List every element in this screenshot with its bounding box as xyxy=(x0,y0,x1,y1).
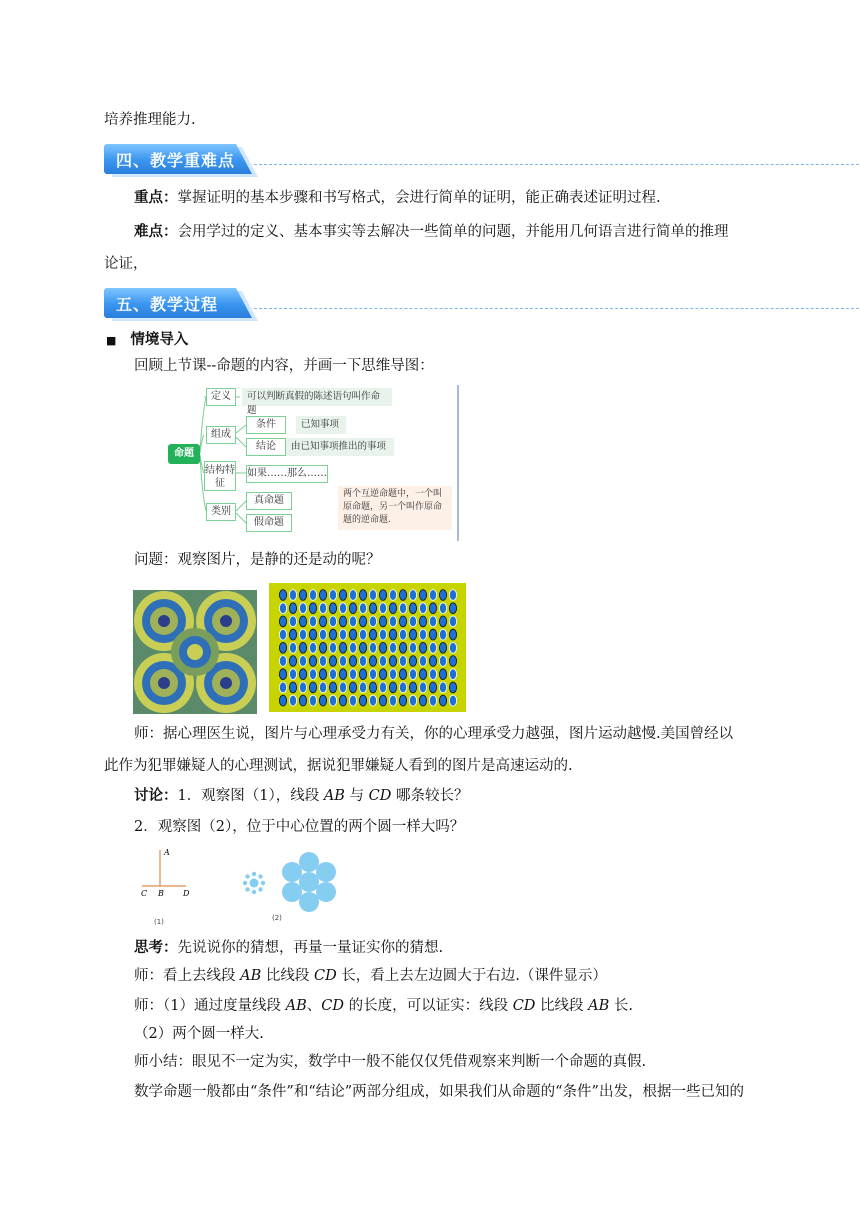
illusion-ellipse xyxy=(289,629,296,640)
illusion-ellipse xyxy=(419,590,426,601)
illusion-ellipse xyxy=(399,656,406,667)
illusion-ellipse xyxy=(299,616,306,627)
think-text xyxy=(134,938,443,958)
illusion-ellipse xyxy=(399,629,406,640)
illusion-ellipse xyxy=(429,603,436,614)
teacher-text-1-cont: 此作为犯罪嫌疑人的心理测试，据说犯罪嫌疑人看到的图片是高速运动的. xyxy=(104,758,573,774)
illusion-ellipse xyxy=(379,669,386,680)
illusion-ellipse xyxy=(439,616,446,627)
illusion-ellipse xyxy=(429,590,436,601)
ellipse-grid-illusion-image xyxy=(269,583,466,712)
illusion-ellipse xyxy=(409,603,416,614)
illusion-ellipse xyxy=(339,695,346,706)
illusion-ellipse xyxy=(389,629,396,640)
illusion-ellipse xyxy=(329,642,336,653)
illusion-ellipse xyxy=(359,695,366,706)
segment-ab: AB xyxy=(285,998,307,1014)
illusion-ellipse xyxy=(289,682,296,693)
illusion-ellipse xyxy=(429,695,436,706)
illusion-ellipse xyxy=(399,642,406,653)
mm-definition-content: 可以判断真假的陈述语句叫作命题 xyxy=(242,388,392,406)
segment-cd: CD xyxy=(512,998,536,1014)
illusion-ellipse xyxy=(329,695,336,706)
illusion-ellipse xyxy=(349,682,356,693)
illusion-ellipse xyxy=(329,590,336,601)
illusion-ellipse xyxy=(359,669,366,680)
illusion-ellipse xyxy=(319,669,326,680)
illusion-ellipse xyxy=(319,629,326,640)
illusion-ellipse xyxy=(289,590,296,601)
illusion-ellipse xyxy=(399,616,406,627)
illusion-ellipse xyxy=(299,695,306,706)
subsection-heading xyxy=(106,330,188,351)
divider xyxy=(254,308,860,309)
illusion-ellipse xyxy=(319,656,326,667)
illusion-ellipse xyxy=(419,682,426,693)
teacher-text-3 xyxy=(134,996,633,1016)
illusion-ellipse xyxy=(409,642,416,653)
illusion-ellipse xyxy=(339,616,346,627)
illusion-ellipse xyxy=(279,590,286,601)
label-c: C xyxy=(141,889,148,898)
difficult-point xyxy=(134,222,729,242)
illusion-ellipse xyxy=(439,669,446,680)
illusion-ellipse xyxy=(419,669,426,680)
teacher-text-1: 师：据心理医生说，图片与心理承受力有关，你的心理承受力越强，图片运动越慢.美国曾经以 xyxy=(134,726,734,742)
section-heading-5 xyxy=(104,288,794,320)
illusion-ellipse xyxy=(389,603,396,614)
key-point-label: 重点： xyxy=(134,190,178,206)
illusion-ellipse xyxy=(279,695,286,706)
mm-condition: 条件 xyxy=(246,416,286,434)
section-title: 四、教学重难点 xyxy=(116,151,236,170)
segment-cd: CD xyxy=(313,968,337,984)
illusion-ellipse xyxy=(409,656,416,667)
segment-ab: AB xyxy=(240,968,262,984)
illusion-ellipse xyxy=(299,656,306,667)
mm-conclusion: 结论 xyxy=(246,438,286,456)
illusion-ellipse xyxy=(449,682,456,693)
mm-false-prop: 假命题 xyxy=(246,514,292,532)
intro-text-line: 培养推理能力. xyxy=(104,112,196,128)
subsection-title: 情境导入 xyxy=(130,332,189,348)
illusion-ellipse xyxy=(399,695,406,706)
question-text: 问题：观察图片，是静的还是动的呢？ xyxy=(134,552,381,568)
text: 哪条较长？ xyxy=(391,788,469,804)
mind-map xyxy=(162,385,462,541)
segment-cd: CD xyxy=(321,998,344,1014)
figures-1-2 xyxy=(134,844,344,926)
illusion-ellipse xyxy=(309,603,316,614)
illusion-ellipse xyxy=(369,590,376,601)
illusion-ellipse xyxy=(299,642,306,653)
illusion-ellipse xyxy=(449,695,456,706)
bullet-icon: ■ xyxy=(106,334,117,347)
illusion-ellipse xyxy=(379,603,386,614)
illusion-ellipse xyxy=(429,682,436,693)
think-label: 思考： xyxy=(134,940,178,956)
text: 的长度，可以证实：线段 xyxy=(343,998,513,1014)
illusion-ellipse xyxy=(289,669,296,680)
teacher-text-2 xyxy=(134,966,607,986)
mm-condition-desc: 已知事项 xyxy=(296,416,346,434)
illusion-ellipse xyxy=(349,642,356,653)
text: 比线段 xyxy=(261,968,314,984)
illusion-ellipse xyxy=(429,629,436,640)
illusion-ellipse xyxy=(439,656,446,667)
text: 长. xyxy=(609,998,633,1014)
illusion-ellipse xyxy=(309,590,316,601)
illusion-ellipse xyxy=(409,669,416,680)
illusion-ellipse xyxy=(309,656,316,667)
illusion-ellipse xyxy=(419,656,426,667)
illusion-ellipse xyxy=(289,616,296,627)
mm-structure-content: 如果……那么…… xyxy=(246,465,328,483)
illusion-ellipse xyxy=(419,695,426,706)
illusion-ellipse xyxy=(379,656,386,667)
illusion-ellipse xyxy=(319,682,326,693)
text: 师：看上去线段 xyxy=(134,968,241,984)
text: 1．观察图（1），线段 xyxy=(177,788,324,804)
mm-true-prop: 真命题 xyxy=(246,492,292,510)
illusion-ellipse xyxy=(349,656,356,667)
review-text: 回顾上节课--命题的内容，并画一下思维导图： xyxy=(134,358,434,374)
illusion-ellipse xyxy=(279,616,286,627)
discussion-item-2: 2．观察图（2），位于中心位置的两个圆一样大吗？ xyxy=(134,819,465,835)
illusion-ellipse xyxy=(299,590,306,601)
illusion-ellipse xyxy=(329,603,336,614)
illusion-ellipse xyxy=(389,590,396,601)
illusion-ellipse xyxy=(389,669,396,680)
mind-map-root: 命题 xyxy=(168,444,200,464)
illusion-ellipse xyxy=(399,603,406,614)
illusion-ellipse xyxy=(329,616,336,627)
illusion-ellipse xyxy=(389,695,396,706)
illusion-ellipse xyxy=(439,682,446,693)
illusion-ellipse xyxy=(369,695,376,706)
illusion-ellipse xyxy=(429,669,436,680)
section-heading-4 xyxy=(104,144,794,176)
illusion-ellipse xyxy=(359,656,366,667)
illusion-ellipse xyxy=(309,629,316,640)
illusion-ellipse xyxy=(369,642,376,653)
illusion-ellipse xyxy=(439,695,446,706)
illusion-ellipse xyxy=(439,629,446,640)
illusion-ellipse xyxy=(279,642,286,653)
illusion-ellipse xyxy=(439,603,446,614)
illusion-ellipse xyxy=(359,629,366,640)
illusion-ellipse xyxy=(329,656,336,667)
illusion-ellipse xyxy=(389,682,396,693)
illusion-ellipse xyxy=(379,590,386,601)
think-content: 先说说你的猜想，再量一量证实你的猜想. xyxy=(177,940,444,956)
illusion-ellipse xyxy=(349,603,356,614)
illusion-ellipse xyxy=(409,590,416,601)
large-circles-figure xyxy=(282,852,336,912)
illusion-ellipse xyxy=(339,656,346,667)
illusion-ellipse xyxy=(279,629,286,640)
illusion-ellipse xyxy=(439,642,446,653)
illusion-ellipse xyxy=(319,695,326,706)
illusion-ellipse xyxy=(449,603,456,614)
illusion-ellipse xyxy=(419,629,426,640)
illusion-ellipse xyxy=(299,669,306,680)
body-text-last: 数学命题一般都由“条件”和“结论”两部分组成，如果我们从命题的“条件”出发，根据一些已知的 xyxy=(134,1084,744,1100)
rotating-snakes-illusion-image xyxy=(133,590,257,714)
illusion-ellipse xyxy=(309,642,316,653)
illusion-ellipse xyxy=(379,682,386,693)
illusion-ellipse xyxy=(379,629,386,640)
mm-composition-label: 组成 xyxy=(206,426,236,444)
illusion-ellipse xyxy=(339,603,346,614)
key-point xyxy=(134,188,661,208)
illusion-ellipse xyxy=(339,590,346,601)
label-b: B xyxy=(158,889,164,898)
illusion-ellipse xyxy=(379,616,386,627)
illusion-ellipse xyxy=(379,642,386,653)
illusion-ellipse xyxy=(359,616,366,627)
mm-conclusion-desc: 由已知事项推出的事项 xyxy=(286,438,394,456)
illusion-ellipse xyxy=(339,642,346,653)
segment-ab: AB xyxy=(323,788,345,804)
illusion-ellipse xyxy=(449,656,456,667)
segment-ab: AB xyxy=(588,998,610,1014)
figure2-caption: (2) xyxy=(272,914,282,922)
divider xyxy=(254,164,860,165)
illusion-ellipse xyxy=(299,603,306,614)
illusion-ellipse xyxy=(309,682,316,693)
section-title: 五、教学过程 xyxy=(116,295,219,314)
teacher-text-4: （2）两个圆一样大. xyxy=(134,1026,264,1042)
illusion-ellipse xyxy=(429,642,436,653)
illusion-ellipse xyxy=(369,616,376,627)
small-circles-figure xyxy=(243,872,265,894)
illusion-ellipse xyxy=(339,682,346,693)
illusion-ellipse xyxy=(359,590,366,601)
illusion-ellipse xyxy=(449,616,456,627)
discussion-item-1 xyxy=(134,786,469,806)
illusion-ellipse xyxy=(369,682,376,693)
illusion-ellipse xyxy=(349,590,356,601)
illusion-ellipse xyxy=(429,616,436,627)
illusion-ellipse xyxy=(349,616,356,627)
illusion-ellipse xyxy=(429,656,436,667)
illusion-ellipse xyxy=(349,669,356,680)
illusion-ellipse xyxy=(319,616,326,627)
difficult-point-label: 难点： xyxy=(134,224,178,240)
illusion-ellipse xyxy=(389,616,396,627)
illusion-ellipse xyxy=(289,642,296,653)
illusion-ellipse xyxy=(289,603,296,614)
mm-definition-label: 定义 xyxy=(206,388,236,406)
figure1-caption: (1) xyxy=(154,918,164,926)
illusion-ellipse xyxy=(319,603,326,614)
illusion-ellipse xyxy=(409,616,416,627)
text: 比线段 xyxy=(535,998,589,1014)
illusion-ellipse xyxy=(419,616,426,627)
illusion-ellipse xyxy=(349,629,356,640)
difficult-point-text: 会用学过的定义、基本事实等去解决一些简单的问题，并能用几何语言进行简单的推理 xyxy=(177,224,729,240)
illusion-ellipse xyxy=(449,629,456,640)
text: 与 xyxy=(344,788,369,804)
illusion-ellipse xyxy=(289,656,296,667)
segment-cd: CD xyxy=(368,788,392,804)
illusion-ellipse xyxy=(359,682,366,693)
teacher-summary: 师小结：眼见不一定为实，数学中一般不能仅仅凭借观察来判断一个命题的真假. xyxy=(134,1054,647,1070)
text: 长，看上去左边圆大于右边.（课件显示） xyxy=(336,968,607,984)
illusion-ellipse xyxy=(409,682,416,693)
illusion-ellipse xyxy=(319,642,326,653)
text: 师：（1）通过度量线段 xyxy=(134,998,286,1014)
key-point-text: 掌握证明的基本步骤和书写格式，会进行简单的证明，能正确表述证明过程. xyxy=(177,190,661,206)
illusion-ellipse xyxy=(309,695,316,706)
illusion-ellipse xyxy=(389,656,396,667)
illusion-ellipse xyxy=(289,695,296,706)
illusion-ellipse xyxy=(279,669,286,680)
illusion-ellipse xyxy=(359,603,366,614)
illusion-ellipse xyxy=(409,629,416,640)
illusion-ellipse xyxy=(339,629,346,640)
illusion-ellipse xyxy=(389,642,396,653)
text: 、 xyxy=(306,998,322,1014)
illusion-ellipse xyxy=(369,669,376,680)
illusion-ellipse xyxy=(379,695,386,706)
label-d: D xyxy=(183,889,190,898)
illusion-ellipse xyxy=(329,682,336,693)
illusion-ellipse xyxy=(279,656,286,667)
illusion-ellipse xyxy=(439,590,446,601)
discussion-label: 讨论： xyxy=(134,788,178,804)
illusion-ellipse xyxy=(419,642,426,653)
mm-category-note: 两个互逆命题中，一个叫原命题，另一个叫作原命题的逆命题. xyxy=(338,486,452,530)
illusion-ellipse xyxy=(299,682,306,693)
illusion-ellipse xyxy=(279,682,286,693)
illusion-ellipse xyxy=(449,642,456,653)
illusion-ellipse xyxy=(369,629,376,640)
label-a: A xyxy=(164,848,170,857)
illusion-ellipse xyxy=(319,590,326,601)
illusion-ellipse xyxy=(399,669,406,680)
illusion-ellipse xyxy=(409,695,416,706)
illusion-ellipse xyxy=(359,642,366,653)
illusion-ellipse xyxy=(309,616,316,627)
mm-category-label: 类别 xyxy=(206,503,236,521)
mm-structure-label: 结构特征 xyxy=(204,461,236,491)
illusion-ellipse xyxy=(449,590,456,601)
illusion-ellipse xyxy=(279,603,286,614)
illusion-ellipse xyxy=(349,695,356,706)
difficult-point-continued: 论证， xyxy=(104,256,148,272)
illusion-ellipse xyxy=(299,629,306,640)
illusion-ellipse xyxy=(399,590,406,601)
illusion-ellipse xyxy=(329,669,336,680)
illusion-ellipse xyxy=(329,629,336,640)
illusion-ellipse xyxy=(369,603,376,614)
illusion-ellipse xyxy=(339,669,346,680)
illusion-ellipse xyxy=(449,669,456,680)
illusion-ellipse xyxy=(309,669,316,680)
illusion-ellipse xyxy=(419,603,426,614)
illusion-ellipse xyxy=(399,682,406,693)
illusion-ellipse xyxy=(369,656,376,667)
